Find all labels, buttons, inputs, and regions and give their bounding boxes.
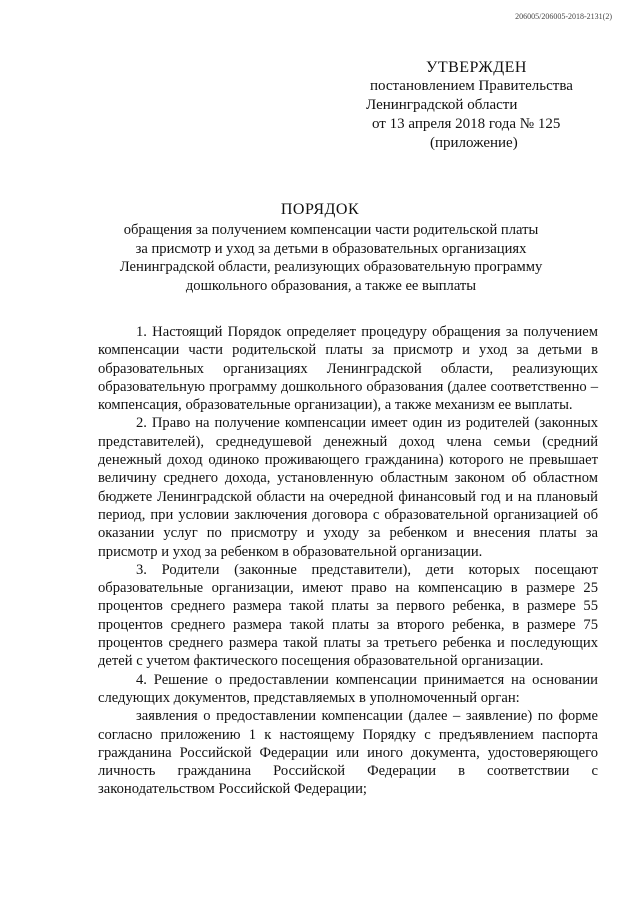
subtitle-line: дошкольного образования, а также ее выплаты xyxy=(185,277,477,294)
approval-line-4: (приложение) xyxy=(430,135,518,151)
approval-title: УТВЕРЖДЕН xyxy=(426,59,527,76)
paragraph-1: 1. Настоящий Порядок определяет процедуру обращения за получением компенсации части родительской платы за присмотр и уход за детьми в образовательных организациях Ленинградской области, реализующих образовательную программу дошкольного образования (далее соответственно – компенсация, образовательные организации), а также механизм ее выплаты. xyxy=(98,324,598,414)
paragraph-4: 4. Решение о предоставлении компенсации принимается на основании следующих документов, представляемых в уполномоченный орган: xyxy=(98,671,598,706)
subtitle-line: обращения за получением компенсации части родительской платы xyxy=(123,222,539,238)
document-subtitle xyxy=(92,221,570,295)
paragraph-2: 2. Право на получение компенсации имеет один из родителей (законных представителей), среднедушевой денежный доход члена семьи (средний денежный доход одиноко проживающего гражданина) которого не превышает величину среднего дохода, установленную областным законом об областном бюджете Ленинградской области на очередной финансовый год и на плановый период, при условии заключения договора с образовательной организацией об оказании услуг по присмотру и уходу за ребенком и внесения платы за присмотр и уход за ребенком в образовательной организации. xyxy=(98,415,598,560)
subtitle-line: за присмотр и уход за детьми в образовательных организациях xyxy=(135,240,527,257)
approval-block xyxy=(360,58,610,153)
approval-line-3: от 13 апреля 2018 года № 125 xyxy=(372,116,561,132)
document-title: ПОРЯДОК xyxy=(280,201,360,218)
approval-line-2: Ленинградской области xyxy=(366,97,518,113)
document-body xyxy=(98,323,598,799)
paragraph-3: 3. Родители (законные представители), дети которых посещают образовательные организации, имеют право на компенсацию в размере 25 процентов среднего размера такой платы за первого ребенка, в размере 55 процентов среднего размера такой платы за второго ребенка, в размере 75 процентов среднего размера такой платы за третьего ребенка и последующих детей с учетом фактического посещения образовательной организации. xyxy=(98,561,598,670)
paragraph-5: заявления о предоставлении компенсации (далее – заявление) по форме согласно приложению 1 к настоящему Порядку с предъявлением паспорта гражданина Российской Федерации или иного документа, удостоверяющего личность гражданина Российской Федерации в соответствии с законодательством Российской Федерации; xyxy=(98,708,598,798)
subtitle-line: Ленинградской области, реализующих образовательную программу xyxy=(119,259,543,275)
approval-line-1: постановлением Правительства xyxy=(370,78,573,94)
document-stamp: 206005/206005-2018-2131(2) xyxy=(515,12,612,21)
